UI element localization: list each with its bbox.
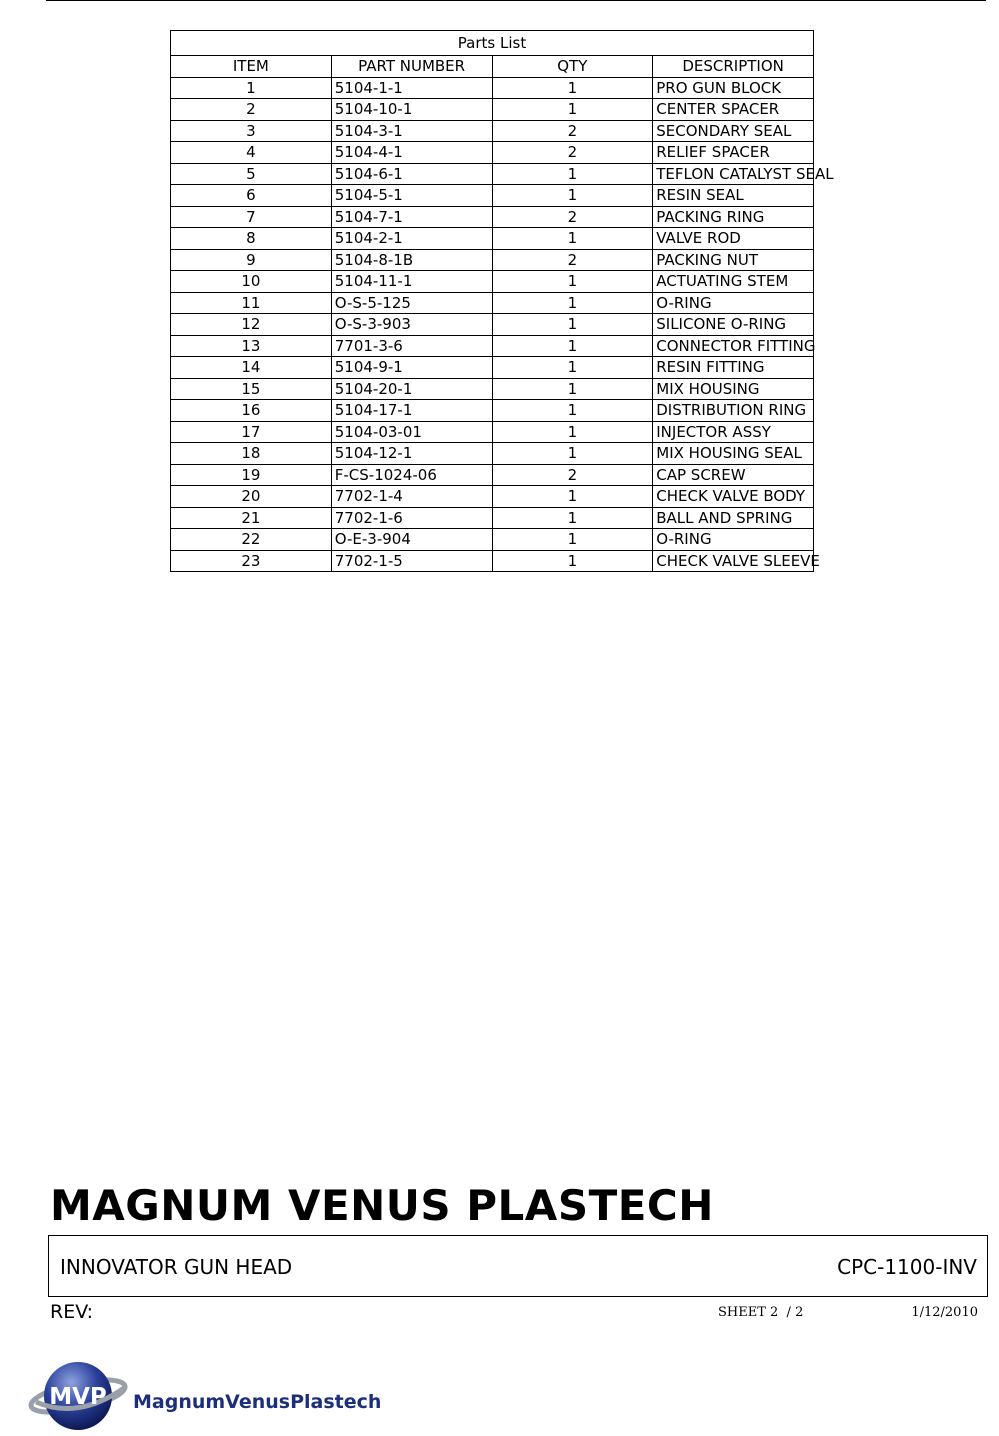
- cell-description: RELIEF SPACER: [653, 142, 814, 164]
- cell-description: O-RING: [653, 529, 814, 551]
- company-heading: MAGNUM VENUS PLASTECH: [50, 1181, 714, 1230]
- table-row: [171, 99, 814, 121]
- cell-description: PACKING NUT: [653, 249, 814, 271]
- header-item: ITEM: [171, 56, 332, 78]
- cell-description: BALL AND SPRING: [653, 507, 814, 529]
- cell-qty: 2: [492, 206, 653, 228]
- header-qty: QTY: [492, 56, 653, 78]
- cell-description: CENTER SPACER: [653, 99, 814, 121]
- cell-qty: 2: [492, 142, 653, 164]
- cell-qty: 1: [492, 77, 653, 99]
- cell-description: INJECTOR ASSY: [653, 421, 814, 443]
- cell-item: 4: [171, 142, 332, 164]
- cell-item: 15: [171, 378, 332, 400]
- cell-description: RESIN SEAL: [653, 185, 814, 207]
- cell-qty: 1: [492, 443, 653, 465]
- globe-logo-icon: [28, 1358, 138, 1434]
- parts-list-table: [170, 30, 834, 572]
- cell-item: 7: [171, 206, 332, 228]
- cell-part-number: 7702-1-4: [331, 486, 492, 508]
- cell-part-number: O-S-3-903: [331, 314, 492, 336]
- parts-list-body: [171, 77, 834, 572]
- cell-item: 18: [171, 443, 332, 465]
- cell-item: 14: [171, 357, 332, 379]
- cell-qty: 1: [492, 550, 653, 572]
- cell-part-number: 5104-10-1: [331, 99, 492, 121]
- cell-item: 20: [171, 486, 332, 508]
- cell-qty: 2: [492, 464, 653, 486]
- table-row: [171, 335, 814, 357]
- cell-qty: 1: [492, 228, 653, 250]
- cell-part-number: 5104-8-1B: [331, 249, 492, 271]
- table-row: [171, 400, 814, 422]
- cell-description: VALVE ROD: [653, 228, 814, 250]
- cell-description: RESIN FITTING: [653, 357, 814, 379]
- table-row: [171, 142, 814, 164]
- cell-part-number: 5104-5-1: [331, 185, 492, 207]
- table-row: [171, 314, 814, 336]
- cell-part-number: 5104-20-1: [331, 378, 492, 400]
- rev-label: REV:: [50, 1301, 94, 1323]
- parts-list-caption: Parts List: [171, 31, 814, 56]
- cell-item: 19: [171, 464, 332, 486]
- cell-qty: 1: [492, 292, 653, 314]
- logo-badge-text: MVP: [49, 1384, 107, 1410]
- cell-description: CHECK VALVE SLEEVE: [653, 550, 814, 572]
- logo-wordmark: MagnumVenusPlastech: [133, 1391, 382, 1413]
- cell-item: 3: [171, 120, 332, 142]
- table-row: [171, 443, 814, 465]
- cell-item: 12: [171, 314, 332, 336]
- table-row: [171, 464, 814, 486]
- cell-description: SILICONE O-RING: [653, 314, 814, 336]
- drawing-code: CPC-1100-INV: [837, 1255, 977, 1279]
- table-row: [171, 249, 814, 271]
- cell-qty: 2: [492, 249, 653, 271]
- cell-item: 6: [171, 185, 332, 207]
- cell-item: 13: [171, 335, 332, 357]
- cell-item: 9: [171, 249, 332, 271]
- table-row: [171, 292, 814, 314]
- table-row: [171, 228, 814, 250]
- cell-qty: 1: [492, 529, 653, 551]
- cell-description: CAP SCREW: [653, 464, 814, 486]
- cell-description: MIX HOUSING SEAL: [653, 443, 814, 465]
- table-row: [171, 486, 814, 508]
- cell-qty: 2: [492, 120, 653, 142]
- cell-part-number: 5104-6-1: [331, 163, 492, 185]
- table-row: [171, 357, 814, 379]
- table-row: [171, 77, 814, 99]
- cell-qty: 1: [492, 335, 653, 357]
- table-row: [171, 550, 814, 572]
- table-row: [171, 529, 814, 551]
- company-logo: [28, 1358, 408, 1434]
- cell-qty: 1: [492, 271, 653, 293]
- cell-description: DISTRIBUTION RING: [653, 400, 814, 422]
- cell-part-number: 5104-12-1: [331, 443, 492, 465]
- cell-part-number: 5104-9-1: [331, 357, 492, 379]
- cell-part-number: 5104-03-01: [331, 421, 492, 443]
- cell-part-number: 7701-3-6: [331, 335, 492, 357]
- cell-part-number: 5104-3-1: [331, 120, 492, 142]
- cell-qty: 1: [492, 357, 653, 379]
- table-row: [171, 421, 814, 443]
- product-title: INNOVATOR GUN HEAD: [60, 1255, 293, 1279]
- cell-item: 17: [171, 421, 332, 443]
- cell-description: TEFLON CATALYST SEAL: [653, 163, 814, 185]
- cell-item: 16: [171, 400, 332, 422]
- cell-qty: 1: [492, 486, 653, 508]
- cell-description: O-RING: [653, 292, 814, 314]
- cell-item: 5: [171, 163, 332, 185]
- parts-list-header-row: [171, 56, 814, 78]
- cell-description: SECONDARY SEAL: [653, 120, 814, 142]
- cell-qty: 1: [492, 314, 653, 336]
- header-part-number: PART NUMBER: [331, 56, 492, 78]
- table-row: [171, 507, 814, 529]
- cell-item: 21: [171, 507, 332, 529]
- cell-qty: 1: [492, 421, 653, 443]
- table-row: [171, 206, 814, 228]
- cell-qty: 1: [492, 185, 653, 207]
- cell-part-number: 7702-1-5: [331, 550, 492, 572]
- cell-part-number: F-CS-1024-06: [331, 464, 492, 486]
- cell-qty: 1: [492, 99, 653, 121]
- header-description: DESCRIPTION: [653, 56, 814, 78]
- top-rule: [46, 0, 986, 1]
- date-label: 1/12/2010: [911, 1305, 978, 1320]
- cell-description: PACKING RING: [653, 206, 814, 228]
- cell-part-number: 5104-1-1: [331, 77, 492, 99]
- cell-part-number: 5104-2-1: [331, 228, 492, 250]
- cell-item: 23: [171, 550, 332, 572]
- cell-part-number: O-S-5-125: [331, 292, 492, 314]
- cell-description: ACTUATING STEM: [653, 271, 814, 293]
- cell-qty: 1: [492, 507, 653, 529]
- cell-part-number: 7702-1-6: [331, 507, 492, 529]
- cell-item: 22: [171, 529, 332, 551]
- cell-part-number: 5104-11-1: [331, 271, 492, 293]
- sheet-label: SHEET 2 / 2: [718, 1305, 804, 1320]
- cell-part-number: O-E-3-904: [331, 529, 492, 551]
- cell-description: CHECK VALVE BODY: [653, 486, 814, 508]
- table-row: [171, 378, 814, 400]
- cell-item: 10: [171, 271, 332, 293]
- cell-description: CONNECTOR FITTING: [653, 335, 814, 357]
- table-row: [171, 120, 814, 142]
- table-row: [171, 163, 814, 185]
- cell-item: 1: [171, 77, 332, 99]
- table-row: [171, 271, 814, 293]
- cell-part-number: 5104-4-1: [331, 142, 492, 164]
- cell-item: 11: [171, 292, 332, 314]
- title-box: [48, 1235, 988, 1297]
- cell-qty: 1: [492, 163, 653, 185]
- cell-description: PRO GUN BLOCK: [653, 77, 814, 99]
- cell-part-number: 5104-7-1: [331, 206, 492, 228]
- cell-part-number: 5104-17-1: [331, 400, 492, 422]
- cell-item: 8: [171, 228, 332, 250]
- table-row: [171, 185, 814, 207]
- cell-qty: 1: [492, 400, 653, 422]
- cell-qty: 1: [492, 378, 653, 400]
- cell-item: 2: [171, 99, 332, 121]
- cell-description: MIX HOUSING: [653, 378, 814, 400]
